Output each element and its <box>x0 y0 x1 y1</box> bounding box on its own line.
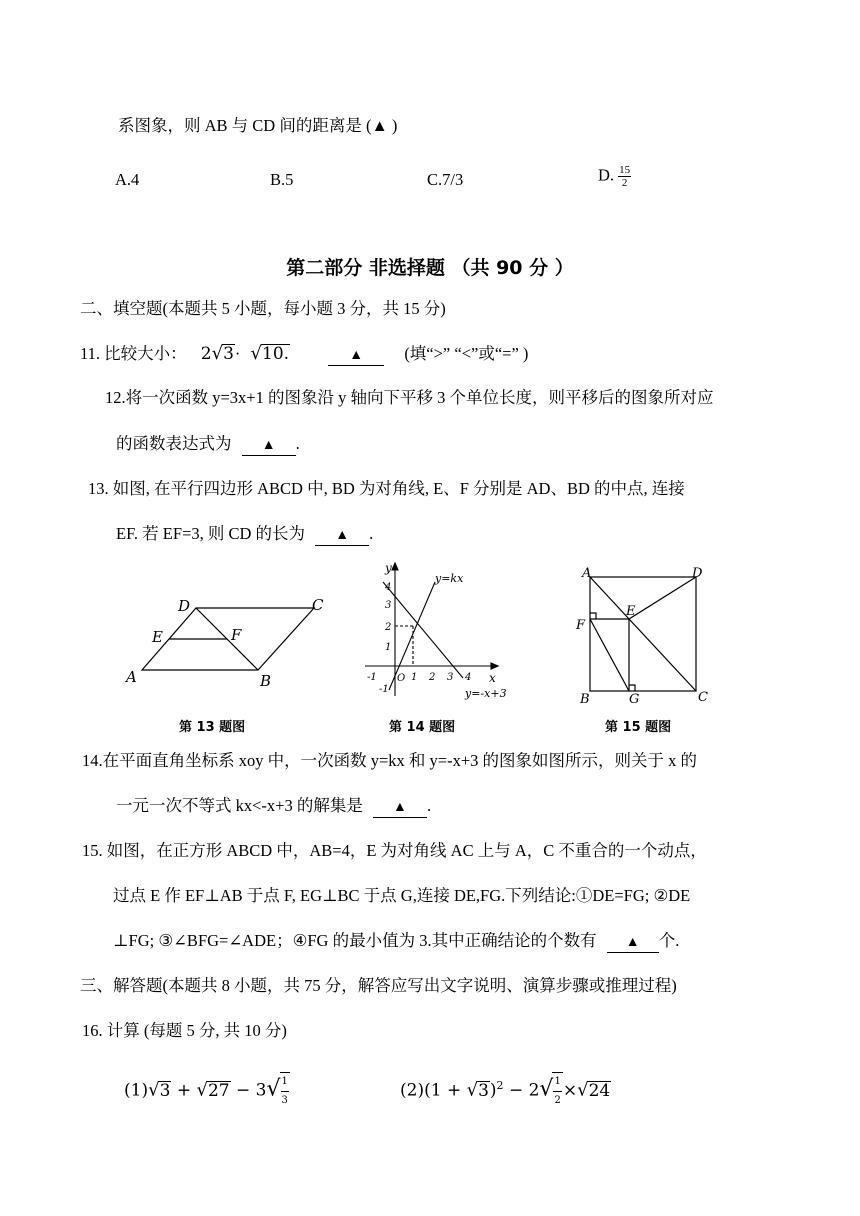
q13-period: . <box>369 524 374 543</box>
sqrt-symbol: √ <box>148 1079 160 1101</box>
q16-p2-radicand-1: 3 <box>478 1080 489 1101</box>
sqrt-symbol: √ <box>250 343 263 364</box>
plus-sign: + <box>176 1080 192 1101</box>
fraction-numerator: 1 <box>281 1073 289 1092</box>
parallelogram-abcd <box>142 608 314 670</box>
q16-title: 16. 计算 (每题 5 分, 共 10 分) <box>82 1021 287 1040</box>
label-b: B <box>580 692 590 705</box>
q10-option-b: B.5 <box>270 170 294 189</box>
q16-p1-coef: 3 <box>255 1080 267 1101</box>
y-axis-arrow <box>392 563 398 570</box>
q11-suffix: (填“>” “<”或“=” ) <box>404 344 529 363</box>
q10-option-d-fraction <box>618 164 631 189</box>
q16-part1-label: (1) <box>124 1080 149 1101</box>
figure-13-caption: 第 13 题图 <box>179 720 246 735</box>
fraction-numerator: 15 <box>619 164 631 176</box>
tick-x-3: 3 <box>447 672 454 683</box>
tick-x-4: 4 <box>465 672 472 683</box>
q12-line1: 12.将一次函数 y=3x+1 的图象沿 y 轴向下平移 3 个单位长度，则平移后的图象所对应 <box>105 388 714 407</box>
q16-part2-label: (2) <box>400 1080 425 1101</box>
label-y-neg-x-plus-3: y=-x+3 <box>465 687 507 700</box>
sqrt-symbol: √ <box>266 1076 281 1102</box>
tick-y-neg1: -1 <box>379 684 389 695</box>
fraction-denominator: 2 <box>621 177 628 189</box>
q16-p1-fraction <box>280 1072 290 1110</box>
q10-continuation: 系图象，则 AB 与 CD 间的距离是 (▲ ) <box>118 116 398 135</box>
exponent: 2 <box>496 1078 504 1092</box>
q16-p2-fraction <box>552 1072 562 1110</box>
q11-radicand-b: 10. <box>262 344 290 364</box>
sqrt-symbol: √ <box>211 343 224 364</box>
label-c: C <box>312 596 324 614</box>
q10-option-a: A.4 <box>115 170 140 189</box>
figure-15-square <box>574 565 714 705</box>
q13-prompt: EF. 若 EF=3, 则 CD 的长为 <box>116 524 310 543</box>
q11-prefix: 11. 比较大小： <box>80 344 187 363</box>
q15-suffix: 个. <box>658 931 680 950</box>
label-b: B <box>260 672 272 690</box>
q15-line3 <box>113 930 679 953</box>
figure-14-graph <box>355 560 535 710</box>
q11-sep: · <box>234 344 241 363</box>
paren-close: ) <box>489 1080 497 1101</box>
q14-answer-blank: ▲ <box>373 799 427 818</box>
figure-13-parallelogram <box>118 590 338 700</box>
segment-fg <box>590 619 629 691</box>
q11 <box>80 343 528 366</box>
fraction-numerator: 1 <box>553 1073 561 1092</box>
tick-y-1: 1 <box>385 642 392 653</box>
label-e: E <box>152 628 163 646</box>
fraction-denominator: 3 <box>281 1095 288 1106</box>
q11-answer-blank: ▲ <box>328 347 384 366</box>
q15-line2: 过点 E 作 EF⊥AB 于点 F, EG⊥BC 于点 G,连接 DE,FG.下列结论:①DE=FG; ②DE <box>113 886 691 905</box>
label-c: C <box>698 690 708 705</box>
label-e: E <box>626 604 636 619</box>
minus-sign: − <box>236 1080 251 1101</box>
q16-p1-radicand-2: 27 <box>207 1080 230 1101</box>
section3-heading: 三、解答题(本题共 8 小题，共 75 分，解答应写出文字说明、演算步骤或推理过程) <box>80 976 677 995</box>
tick-y-4: 4 <box>385 582 392 593</box>
part2-title: 第二部分 非选择题 （共 90 分 ） <box>286 257 574 279</box>
q12-prompt: 的函数表达式为 <box>116 434 236 453</box>
q11-coef: 2 <box>200 344 212 364</box>
sqrt-symbol: √ <box>539 1076 554 1102</box>
tick-y-3: 3 <box>385 600 392 611</box>
label-y-kx: y=kx <box>435 572 464 585</box>
figure-14-caption: 第 14 题图 <box>389 720 456 735</box>
tick-x-neg1: -1 <box>367 672 377 683</box>
label-d: D <box>692 566 703 581</box>
tick-x-1: 1 <box>411 672 418 683</box>
q11-radicand-a: 3 <box>223 344 234 364</box>
figure-15-caption: 第 15 题图 <box>605 720 672 735</box>
q12-period: . <box>295 434 300 453</box>
q11-expr-b <box>251 344 291 364</box>
diagonal-ac <box>590 577 696 691</box>
q12-line2 <box>116 433 300 456</box>
q14-period: . <box>426 796 432 815</box>
q16-p1-radicand-1: 3 <box>159 1080 171 1101</box>
x-axis-arrow <box>491 663 498 669</box>
label-g: G <box>629 692 640 705</box>
q10-option-c: C.7/3 <box>427 170 464 189</box>
paren-open: (1 + <box>424 1080 467 1101</box>
label-d: D <box>178 597 191 615</box>
origin-label: O <box>397 673 406 684</box>
right-angle-g <box>629 685 635 691</box>
fraction-denominator: 2 <box>554 1095 561 1106</box>
q15-line1: 15. 如图，在正方形 ABCD 中，AB=4，E 为对角线 AC 上与 A，C 不重合的一个动点， <box>82 841 707 860</box>
q14-prompt: 一元一次不等式 kx<-x+3 的解集是 <box>116 796 367 815</box>
q16-part1 <box>124 1072 290 1110</box>
minus-coef: − 2 <box>508 1080 540 1101</box>
right-angle-f <box>590 613 596 619</box>
q16-p2-radicand-2: 24 <box>588 1080 611 1101</box>
q14-line1: 14.在平面直角坐标系 xoy 中，一次函数 y=kx 和 y=-x+3 的图象如图所示，则关于 x 的 <box>82 751 698 770</box>
q14-line2 <box>116 795 431 818</box>
section2-heading: 二、填空题(本题共 5 小题，每小题 3 分，共 15 分) <box>80 299 446 318</box>
q15-prompt: ⊥FG; ③∠BFG=∠ADE；④FG 的最小值为 3.其中正确结论的个数有 <box>113 931 601 950</box>
q10-option-d <box>598 164 631 189</box>
sqrt-symbol: √ <box>466 1079 479 1101</box>
q13-line2 <box>116 523 373 546</box>
q15-answer-blank: ▲ <box>607 934 659 953</box>
label-a: A <box>582 566 592 581</box>
x-axis-label: x <box>489 671 496 685</box>
segment-de <box>629 577 696 619</box>
label-a: A <box>126 668 137 686</box>
q11-expr-a <box>201 344 235 364</box>
label-f: F <box>576 618 586 633</box>
tick-x-2: 2 <box>429 672 436 683</box>
q12-answer-blank: ▲ <box>242 437 296 456</box>
y-axis-label: y <box>385 561 392 575</box>
label-f: F <box>231 626 242 644</box>
times-sign: × <box>562 1080 578 1101</box>
q13-line1: 13. 如图, 在平行四边形 ABCD 中, BD 为对角线, E、F 分别是 AD、BD 的中点, 连接 <box>88 479 685 498</box>
tick-y-2: 2 <box>385 622 392 633</box>
sqrt-symbol: √ <box>196 1079 208 1101</box>
q16-part2 <box>400 1072 611 1110</box>
q13-answer-blank: ▲ <box>315 527 369 546</box>
q10-option-d-label: D. <box>598 165 615 185</box>
sqrt-symbol: √ <box>577 1079 589 1101</box>
